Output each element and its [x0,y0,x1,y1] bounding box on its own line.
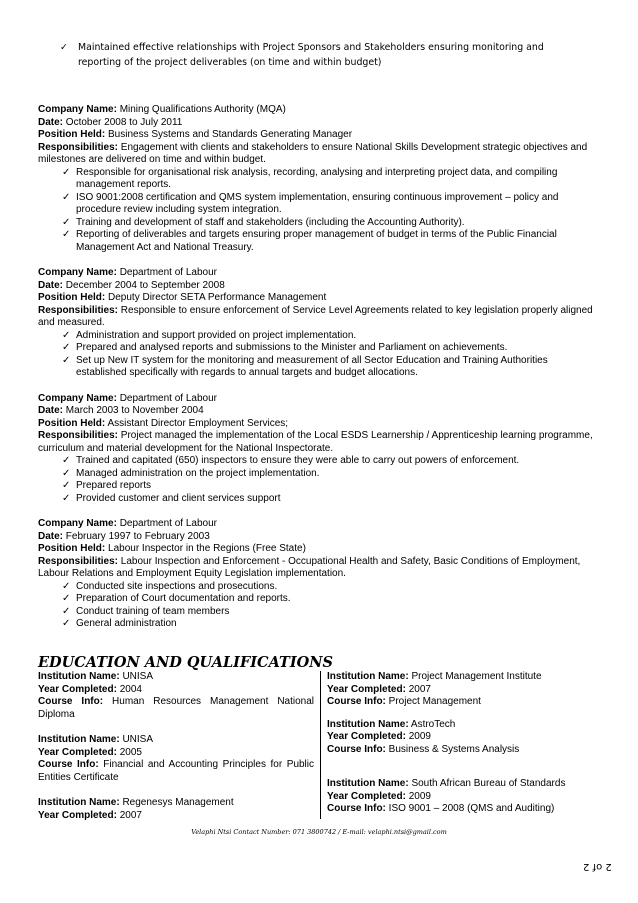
institution-name-value: UNISA [122,671,154,682]
company-name [38,267,598,280]
course-info-value: Human Resources Management National Diploma [38,696,315,720]
education-entry [38,671,314,721]
responsibility-list [38,581,598,631]
year-completed-label: Year Completed: [327,790,406,802]
year-completed-value: 2009 [408,790,431,802]
position-held-value: Labour Inspector in the Regions (Free State) [108,543,306,554]
responsibilities-value: Labour Inspection and Enforcement - Occupational Health and Safety, Basic Conditions of Employment, Labour Relations and Employment Equity Legislation implementation. [38,555,581,579]
position-held-value: Business Systems and Standards Generating Manager [108,129,353,140]
education-entry [38,734,314,784]
position-held-label: Position Held: [38,292,106,303]
year-completed [38,684,314,697]
year-completed-value: 2005 [119,746,142,758]
education-entry [38,797,314,822]
top-bullet [60,40,560,70]
institution-name [327,719,605,732]
institution-name [38,734,314,747]
institution-name-value: AstroTech [410,718,456,730]
job-date-label: Date: [38,530,64,542]
institution-name-value: Regenesys Management [122,797,234,808]
education-heading: EDUCATION AND QUALIFICATIONS [38,654,333,671]
check-icon: ✓ [62,166,71,178]
check-icon: ✓ [62,467,71,479]
job-entry [38,267,598,380]
course-info-value: Financial and Accounting Principles for Public Entities Certificate [38,759,315,783]
position-held [38,292,598,305]
position-held [38,543,598,556]
list-item [62,342,598,355]
job-date [38,117,598,130]
list-item-text: Managed administration on the project implementation. [76,467,320,479]
company-name [38,518,598,531]
position-held [38,418,598,431]
institution-name-label: Institution Name: [38,797,120,808]
course-info-label: Course Info: [327,803,386,814]
page-number: 2 of 2 [583,861,612,872]
position-held-label: Position Held: [38,417,106,429]
responsibilities-value: Project managed the implementation of the Local ESDS Learnership / Apprenticeship learning programme, curriculum and material development for the National Inspectorate. [38,430,593,454]
job-date [38,405,598,418]
job-date-value: February 1997 to February 2003 [65,530,210,542]
list-item-text: Administration and support provided on project implementation. [76,329,357,341]
institution-name-value: Project Management Institute [411,671,542,682]
course-info-value: Business & Systems Analysis [388,743,520,755]
list-item [62,581,598,594]
year-completed-label: Year Completed: [38,809,117,821]
job-date-value: October 2008 to July 2011 [65,116,183,128]
year-completed [38,810,314,823]
company-name-label: Company Name: [38,518,117,529]
list-item [62,355,598,380]
list-item [62,217,598,230]
list-item-text: Set up New IT system for the monitoring and measurement of all Sector Education and Training Authorities established specifically with regards to annual targets and budget allocations. [76,354,548,378]
list-item-text: Trained and capitated (650) inspectors to ensure they were able to carry out powers of enforcement. [76,455,520,466]
job-date-value: March 2003 to November 2004 [65,405,204,416]
institution-name-value: UNISA [122,734,154,745]
course-info-value: ISO 9001 – 2008 (QMS and Auditing) [388,803,555,814]
institution-name [38,671,314,684]
course-info-label: Course Info: [327,743,386,755]
list-item-text: General administration [76,618,177,629]
institution-name-label: Institution Name: [327,718,409,730]
course-info [38,759,314,784]
check-icon: ✓ [62,492,71,504]
position-held-label: Position Held: [38,543,106,554]
list-item-text: Responsible for organisational risk analysis, recording, analysing and interpreting project data, and compiling management reports. [76,166,558,190]
company-name-value: Department of Labour [119,392,217,404]
list-item [62,167,598,192]
check-icon: ✓ [62,593,71,604]
company-name-value: Department of Labour [119,267,217,278]
year-completed-value: 2009 [408,731,431,742]
check-icon: ✓ [60,42,68,53]
check-icon: ✓ [62,618,71,629]
check-icon: ✓ [62,342,71,353]
company-name-value: Mining Qualifications Authority (MQA) [119,104,286,115]
responsibilities-value: Engagement with clients and stakeholders to ensure National Skills Development strategic objectives and milestones are delivered on time and within budget. [38,141,588,165]
job-date-label: Date: [38,116,64,128]
year-completed-value: 2004 [119,683,142,695]
check-icon: ✓ [62,329,71,341]
list-item-text: Conduct training of team members [76,605,230,617]
institution-name-label: Institution Name: [38,734,120,745]
check-icon: ✓ [62,354,71,366]
company-name-label: Company Name: [38,392,117,404]
position-held [38,129,598,142]
year-completed [38,747,314,760]
list-item [62,593,598,606]
list-item-text: Training and development of staff and stakeholders (including the Accounting Authority). [76,216,465,228]
course-info-label: Course Info: [38,759,99,770]
year-completed-label: Year Completed: [38,746,117,758]
company-name-label: Company Name: [38,267,117,278]
year-completed [327,791,605,804]
institution-name-label: Institution Name: [327,671,409,682]
job-date [38,280,598,293]
institution-name [327,671,605,684]
company-name-label: Company Name: [38,104,117,115]
institution-name-value: South African Bureau of Standards [411,778,566,789]
education-left-column [38,671,314,822]
responsibilities [38,556,598,581]
year-completed-value: 2007 [408,683,431,695]
responsibility-list [38,330,598,380]
responsibilities-value: Responsible to ensure enforcement of Service Level Agreements related to key legislation properly aligned and measured. [38,304,593,328]
list-item [62,229,598,254]
list-item-text: Prepared and analysed reports and submissions to the Minister and Parliament on achievements. [76,342,508,353]
education-entry [327,719,605,757]
company-name-value: Department of Labour [119,518,217,529]
employment-history [38,104,598,644]
job-date-label: Date: [38,279,64,291]
list-item [62,330,598,343]
responsibilities-label: Responsibilities: [38,430,119,441]
institution-name [38,797,314,810]
company-name [38,104,598,117]
job-date-value: December 2004 to September 2008 [65,279,225,291]
top-bullet-text: Maintained effective relationships with Project Sponsors and Stakeholders ensuring monitoring and reporting of the project deliverables (on time and within budget) [78,42,544,68]
course-info-label: Course Info: [38,696,104,707]
list-item [62,618,598,631]
list-item-text: Prepared reports [76,480,152,491]
responsibilities [38,305,598,330]
list-item [62,493,598,506]
responsibility-list [38,455,598,505]
job-date-label: Date: [38,405,64,416]
responsibilities-label: Responsibilities: [38,304,119,316]
list-item [62,455,598,468]
course-info-value: Project Management [388,696,481,707]
position-held-value: Deputy Director SETA Performance Management [108,292,327,303]
course-info [327,744,605,757]
list-item-text: Conducted site inspections and prosecutions. [76,580,278,592]
responsibilities-label: Responsibilities: [38,141,119,153]
check-icon: ✓ [62,229,71,240]
job-date [38,531,598,544]
footer-contact: Velaphi Ntsi Contact Number: 071 3800742 / E-mail: velaphi.ntsi@gmail.com [191,828,447,836]
list-item [62,606,598,619]
responsibilities [38,142,598,167]
job-entry [38,518,598,631]
company-name [38,393,598,406]
year-completed-label: Year Completed: [327,683,406,695]
year-completed-label: Year Completed: [327,731,406,742]
year-completed-value: 2007 [119,809,142,821]
list-item-text: Provided customer and client services support [76,492,281,504]
check-icon: ✓ [62,480,71,491]
job-entry [38,393,598,506]
institution-name-label: Institution Name: [38,671,120,682]
responsibility-list [38,167,598,255]
course-info [38,696,314,721]
job-entry [38,104,598,254]
institution-name-label: Institution Name: [327,778,409,789]
list-item [62,480,598,493]
check-icon: ✓ [62,580,71,592]
list-item-text: Preparation of Court documentation and reports. [76,593,291,604]
list-item [62,468,598,481]
year-completed-label: Year Completed: [38,683,117,695]
year-completed [327,731,605,744]
course-info [327,696,605,709]
check-icon: ✓ [62,216,71,228]
check-icon: ✓ [62,191,71,203]
education-entry [327,671,605,709]
list-item-text: Reporting of deliverables and targets ensuring proper management of budget in terms of the Public Financial Management Act and National Treasury. [76,229,557,253]
year-completed [327,684,605,697]
position-held-label: Position Held: [38,129,106,140]
list-item-text: ISO 9001:2008 certification and QMS system implementation, ensuring continuous improvement – policy and procedure review including system integration. [76,191,559,215]
education-right-column [320,671,605,819]
course-info [327,803,605,816]
list-item [62,192,598,217]
responsibilities-label: Responsibilities: [38,555,119,567]
institution-name [327,778,605,791]
check-icon: ✓ [62,605,71,617]
check-icon: ✓ [62,455,71,466]
responsibilities [38,430,598,455]
course-info-label: Course Info: [327,696,386,707]
education-entry [327,778,605,816]
position-held-value: Assistant Director Employment Services; [107,417,289,429]
